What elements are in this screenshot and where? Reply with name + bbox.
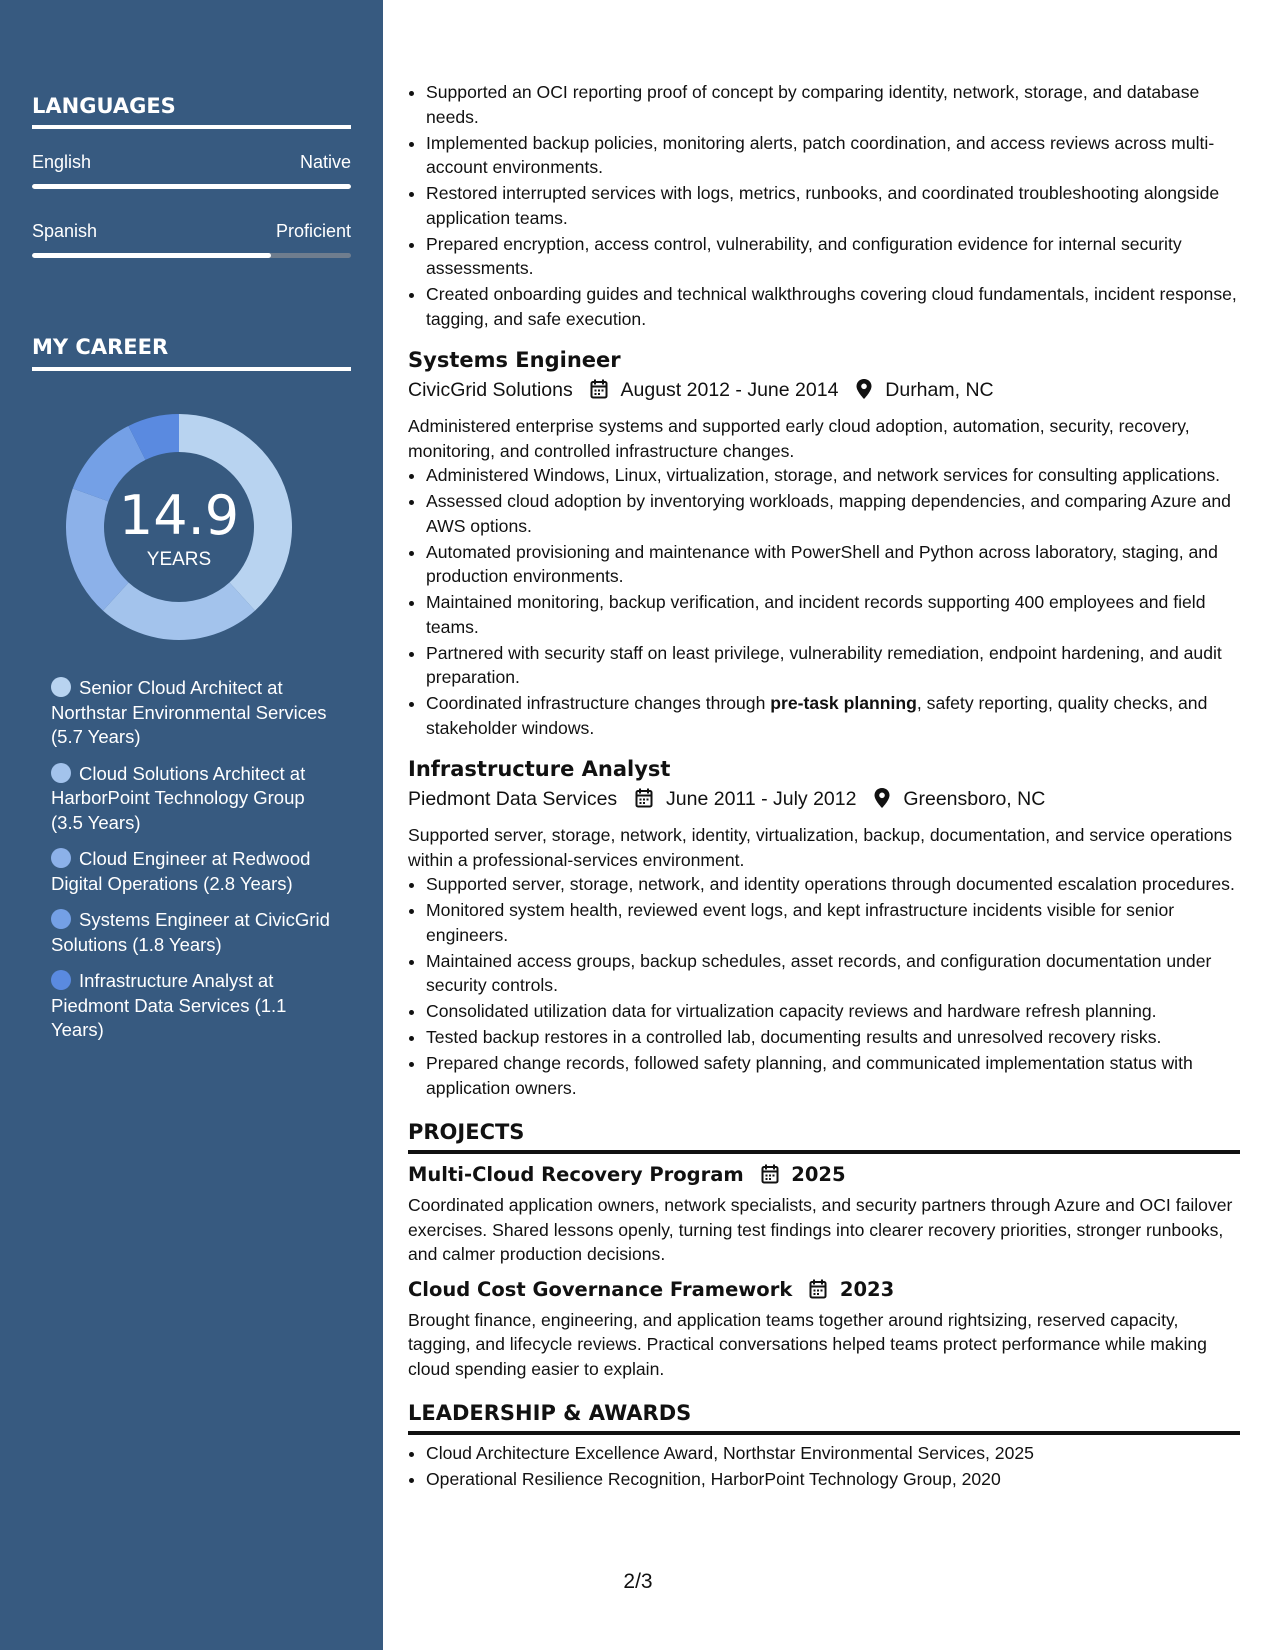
calendar-icon: [590, 378, 608, 408]
legend-dot-icon: [51, 909, 71, 929]
career-item-text: Senior Cloud Architect at Northstar Environmental Services (5.7 Years): [51, 677, 327, 747]
language-name: Spanish: [32, 221, 98, 241]
calendar-icon: [761, 1163, 779, 1193]
bullet-item: • Prepared change records, followed safety planning, and communicated implementation status with application owners.: [426, 1051, 1240, 1100]
bullet-item: • Restored interrupted services with logs, metrics, runbooks, and coordinated troubleshooting alongside application teams.: [426, 181, 1240, 230]
job-summary: Supported server, storage, network, identity, virtualization, backup, documentation, and service operations within a professional-services environment.: [408, 825, 1233, 870]
award-item: • Operational Resilience Recognition, HarborPoint Technology Group, 2020: [426, 1467, 1240, 1492]
languages-heading-rule: [32, 125, 351, 129]
language-bar-spanish: [32, 253, 351, 258]
calendar-icon: [809, 1278, 827, 1308]
language-bar-english: [32, 184, 351, 189]
job-bullets: [408, 872, 1240, 1100]
job-bullets: [408, 463, 1240, 740]
bullet-item: • Monitored system health, reviewed event logs, and kept infrastructure incidents visible for senior engineers.: [426, 898, 1240, 947]
job-location: Greensboro, NC: [903, 788, 1046, 810]
job-meta: [408, 375, 1240, 408]
calendar-icon: [635, 787, 653, 817]
job-title: Systems Engineer: [408, 348, 621, 372]
bullet-item: • Maintained monitoring, backup verification, and incident records supporting 400 employees and field teams.: [426, 590, 1240, 639]
awards-heading-rule: [408, 1431, 1240, 1435]
project-title: Cloud Cost Governance Framework: [408, 1277, 793, 1301]
bullet-text: Coordinated infrastructure changes through: [426, 693, 771, 713]
job-summary: Administered enterprise systems and supported early cloud adoption, automation, security, recovery, monitoring, and controlled infrastructure changes.: [408, 416, 1190, 461]
project-year: 2023: [839, 1277, 895, 1301]
career-item-text: Systems Engineer at CivicGrid Solutions (1.8 Years): [51, 909, 330, 955]
language-level: Proficient: [275, 221, 351, 241]
project-year: 2025: [791, 1163, 846, 1186]
career-total-unit: YEARS: [146, 549, 212, 570]
bullet-item: • Assessed cloud adoption by inventorying workloads, mapping dependencies, and comparing Azure and AWS options.: [426, 489, 1240, 538]
location-pin-icon: [874, 787, 890, 817]
bullet-item: • Created onboarding guides and technical walkthroughs covering cloud fundamentals, incident response, tagging, and safe execution.: [426, 282, 1240, 331]
bullet-item: • Implemented backup policies, monitoring alerts, patch coordination, and access reviews across multi-account environments.: [426, 131, 1240, 180]
legend-dot-icon: [51, 970, 71, 990]
bullet-item: • Tested backup restores in a controlled lab, documenting results and unresolved recovery risks.: [426, 1025, 1240, 1050]
award-item: • Cloud Architecture Excellence Award, Northstar Environmental Services, 2025: [426, 1441, 1240, 1466]
language-level: Native: [299, 152, 351, 172]
career-list: [51, 676, 341, 1055]
career-heading-rule: [32, 367, 351, 371]
legend-dot-icon: [51, 763, 71, 783]
language-name: English: [32, 152, 92, 172]
previous-job-bullets: [408, 80, 1240, 331]
job-title: Infrastructure Analyst: [408, 757, 671, 781]
career-item-text: Infrastructure Analyst at Piedmont Data Services (1.1 Years): [51, 970, 287, 1040]
projects-heading: PROJECTS: [408, 1120, 525, 1144]
legend-dot-icon: [51, 848, 71, 868]
awards-list: [408, 1441, 1240, 1492]
location-pin-icon: [856, 378, 872, 408]
awards-heading: LEADERSHIP & AWARDS: [408, 1401, 692, 1425]
sidebar: [0, 0, 383, 1650]
project-description: Brought finance, engineering, and application teams together around rightsizing, reserved capacity, tagging, and lifecycle reviews. Practical conversations helped teams protect performance while making cloud spending easier to explain.: [408, 1309, 1207, 1379]
job-dates: June 2011 - July 2012: [666, 788, 857, 810]
project-title-row: [408, 1275, 1240, 1308]
bullet-item: • Supported server, storage, network, and identity operations through documented escalation procedures.: [426, 872, 1240, 897]
legend-dot-icon: [51, 677, 71, 697]
project-title: Multi-Cloud Recovery Program: [408, 1163, 744, 1186]
bullet-item: • Automated provisioning and maintenance with PowerShell and Python across laboratory, staging, and production environments.: [426, 540, 1240, 589]
career-total-years: 14.9: [118, 484, 240, 547]
projects-heading-rule: [408, 1150, 1240, 1154]
career-list-item: [51, 847, 341, 896]
career-item-text: Cloud Engineer at Redwood Digital Operations (2.8 Years): [51, 848, 311, 894]
bullet-item: • Administered Windows, Linux, virtualization, storage, and network services for consulting applications.: [426, 463, 1240, 488]
job-company: CivicGrid Solutions: [408, 379, 573, 401]
career-list-item: [51, 676, 341, 750]
job-meta: [408, 784, 1240, 817]
career-heading: MY CAREER: [32, 335, 169, 359]
career-item-text: Cloud Solutions Architect at HarborPoint Technology Group (3.5 Years): [51, 762, 306, 833]
project-title-row: [408, 1160, 1240, 1193]
bullet-item: [426, 691, 1240, 740]
donut-segment: [103, 582, 255, 640]
bullet-item: • Maintained access groups, backup schedules, asset records, and configuration documentation under security controls.: [426, 949, 1240, 998]
job-dates: August 2012 - June 2014: [620, 379, 839, 401]
job-location: Durham, NC: [885, 379, 994, 401]
bullet-item: • Supported an OCI reporting proof of concept by comparing identity, network, storage, and database needs.: [426, 80, 1240, 129]
bullet-item: • Prepared encryption, access control, vulnerability, and configuration evidence for internal security assessments.: [426, 232, 1240, 281]
career-list-item: [51, 762, 341, 836]
language-bar-fill: [32, 184, 351, 189]
bullet-item: • Consolidated utilization data for virtualization capacity reviews and hardware refresh planning.: [426, 999, 1240, 1024]
job-company: Piedmont Data Services: [408, 788, 618, 810]
language-bar-fill: [32, 253, 271, 258]
languages-heading: LANGUAGES: [32, 94, 176, 118]
bullet-bold-text: pre-task planning: [770, 693, 917, 713]
bullet-item: • Partnered with security staff on least privilege, vulnerability remediation, endpoint hardening, and audit preparation.: [426, 641, 1240, 690]
career-list-item: [51, 908, 341, 957]
career-list-item: [51, 969, 341, 1043]
page-number: 2/3: [623, 1570, 653, 1593]
bullet-text: , safety reporting, quality checks, and stakeholder windows.: [426, 693, 1208, 738]
main-content: [408, 80, 1240, 1493]
project-description: Coordinated application owners, network specialists, and security partners through Azure and OCI failover exercises. Shared lessons openly, turning test findings into clearer recovery priorities, stronger runbooks, and calmer production decisions.: [408, 1195, 1233, 1264]
